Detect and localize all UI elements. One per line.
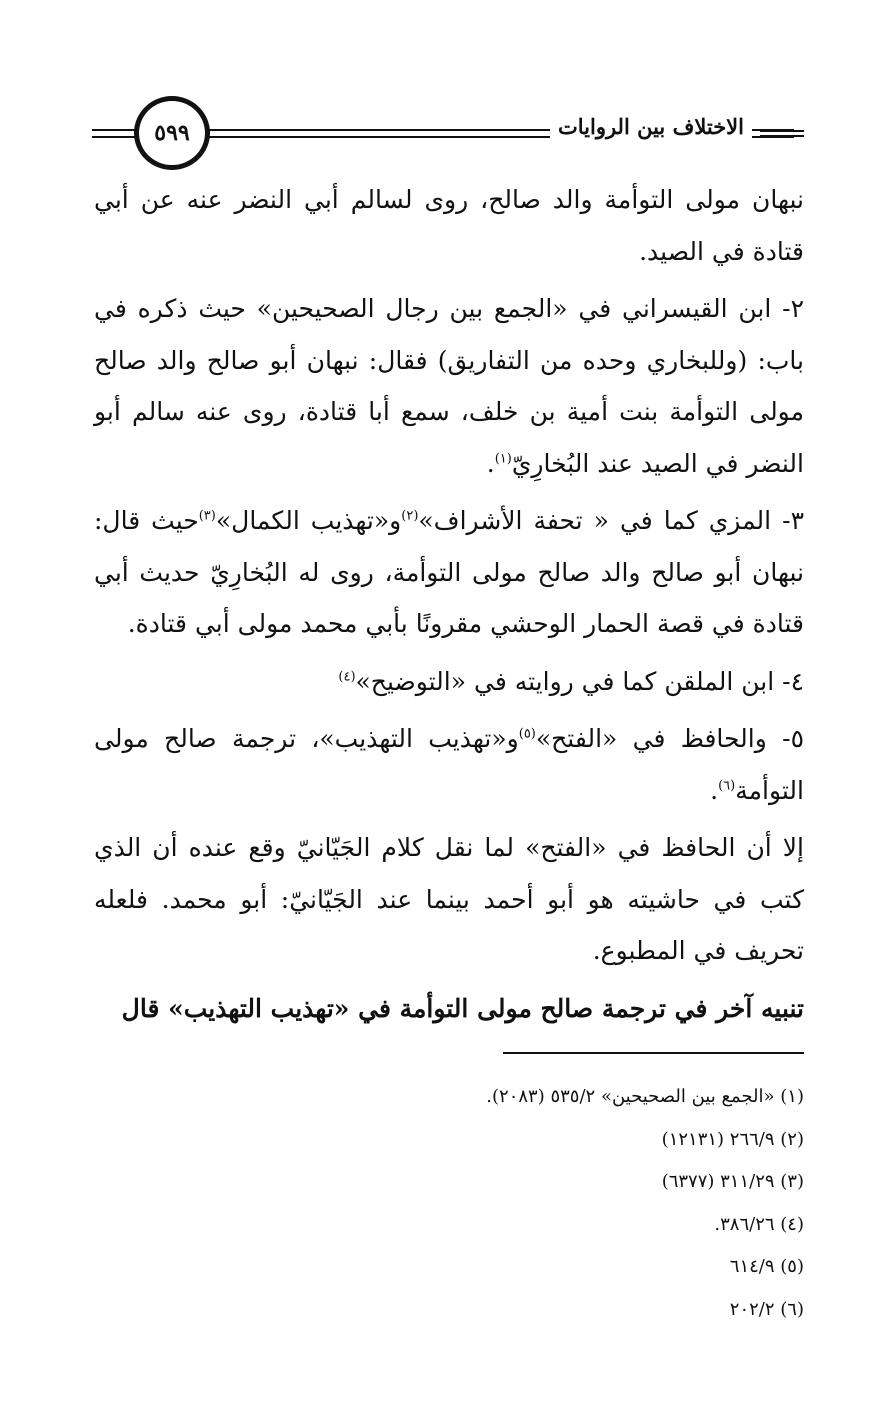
footnote-ref-5: (٥) [518, 726, 536, 742]
paragraph-2-end: . [486, 448, 495, 478]
paragraph-6: إلا أن الحافظ في «الفتح» لما نقل كلام الجَيّانيّ وقع عنده أن الذي كتب في حاشيته هو أبو أحمد بينما عند الجَيّانيّ: أبو محمد. فلعله تحريف في المطبوع. [94, 833, 804, 965]
paragraph-3-text-c: حيث قال: نبهان أبو صالح والد صالح مولى التوأمة، روى له البُخارِيّ حديث أبي قتادة في قصة الحمار الوحشي مقرونًا بأبي محمد مولى أبي قتادة. [94, 506, 804, 638]
footnote-5: (٥) ٦١٤/٩ [729, 1256, 804, 1277]
paragraph-3-text-a: ٣- المزي كما في « تحفة الأشراف» [418, 506, 804, 535]
paragraph-7: تنبيه آخر في ترجمة صالح مولى التوأمة في «تهذيب التهذيب» قال [121, 993, 804, 1023]
footnote-3: (٣) ٣١١/٢٩ (٦٣٧٧) [661, 1171, 804, 1192]
footnote-ref-6: (٦) [718, 778, 736, 794]
paragraph-2-text: ٢- ابن القيسراني في «الجمع بين رجال الصحيحين» حيث ذكره في باب: (وللبخاري وحده من التفاريق) فقال: نبهان أبو صالح والد صالح مولى التوأمة بنت أمية بن خلف، سمع أبا قتادة، روى عنه سالم أبو النضر في الصيد عند البُخارِيّ [94, 294, 804, 478]
running-title: الاختلاف بين الروايات [550, 114, 752, 139]
footnotes [94, 1076, 804, 1331]
footnote-2: (٢) ٢٦٦/٩ (١٢١٣١) [661, 1128, 804, 1150]
footnote-ref-4: (٤) [338, 669, 356, 685]
paragraph-2 [94, 283, 804, 489]
paragraph-3 [94, 495, 804, 650]
footnote-4: (٤) ٣٨٦/٢٦. [714, 1213, 804, 1235]
page-header [92, 94, 804, 174]
footnote-ref-1: (١) [494, 451, 512, 467]
page-number-badge: ٥٩٩ [134, 96, 210, 170]
footnote-separator [503, 1052, 804, 1054]
paragraph-4-text: ٤- ابن الملقن كما في روايته في «التوضيح» [355, 666, 804, 696]
footnote-ref-3: (٣) [198, 508, 216, 524]
paragraph-1: نبهان مولى التوأمة والد صالح، روى لسالم أبي النضر عنه عن أبي قتادة في الصيد. [94, 185, 804, 266]
paragraph-5-text-a: ٥- والحافظ في «الفتح» [535, 724, 804, 753]
main-text [94, 174, 804, 1034]
footnote-1: (١) «الجمع بين الصحيحين» ٥٣٥/٢ (٢٠٨٣). [486, 1086, 804, 1107]
paragraph-4 [94, 656, 804, 708]
paragraph-3-text-b: و«تهذيب الكمال» [215, 506, 402, 535]
paragraph-5-end: . [710, 775, 719, 805]
paragraph-5 [94, 713, 804, 816]
footnote-ref-2: (٢) [401, 508, 419, 524]
paragraph-5-text-b: و«تهذيب التهذيب»، ترجمة صالح مولى التوأمة [94, 724, 804, 805]
footnote-6: (٦) ٢٠٢/٢ [729, 1298, 804, 1320]
